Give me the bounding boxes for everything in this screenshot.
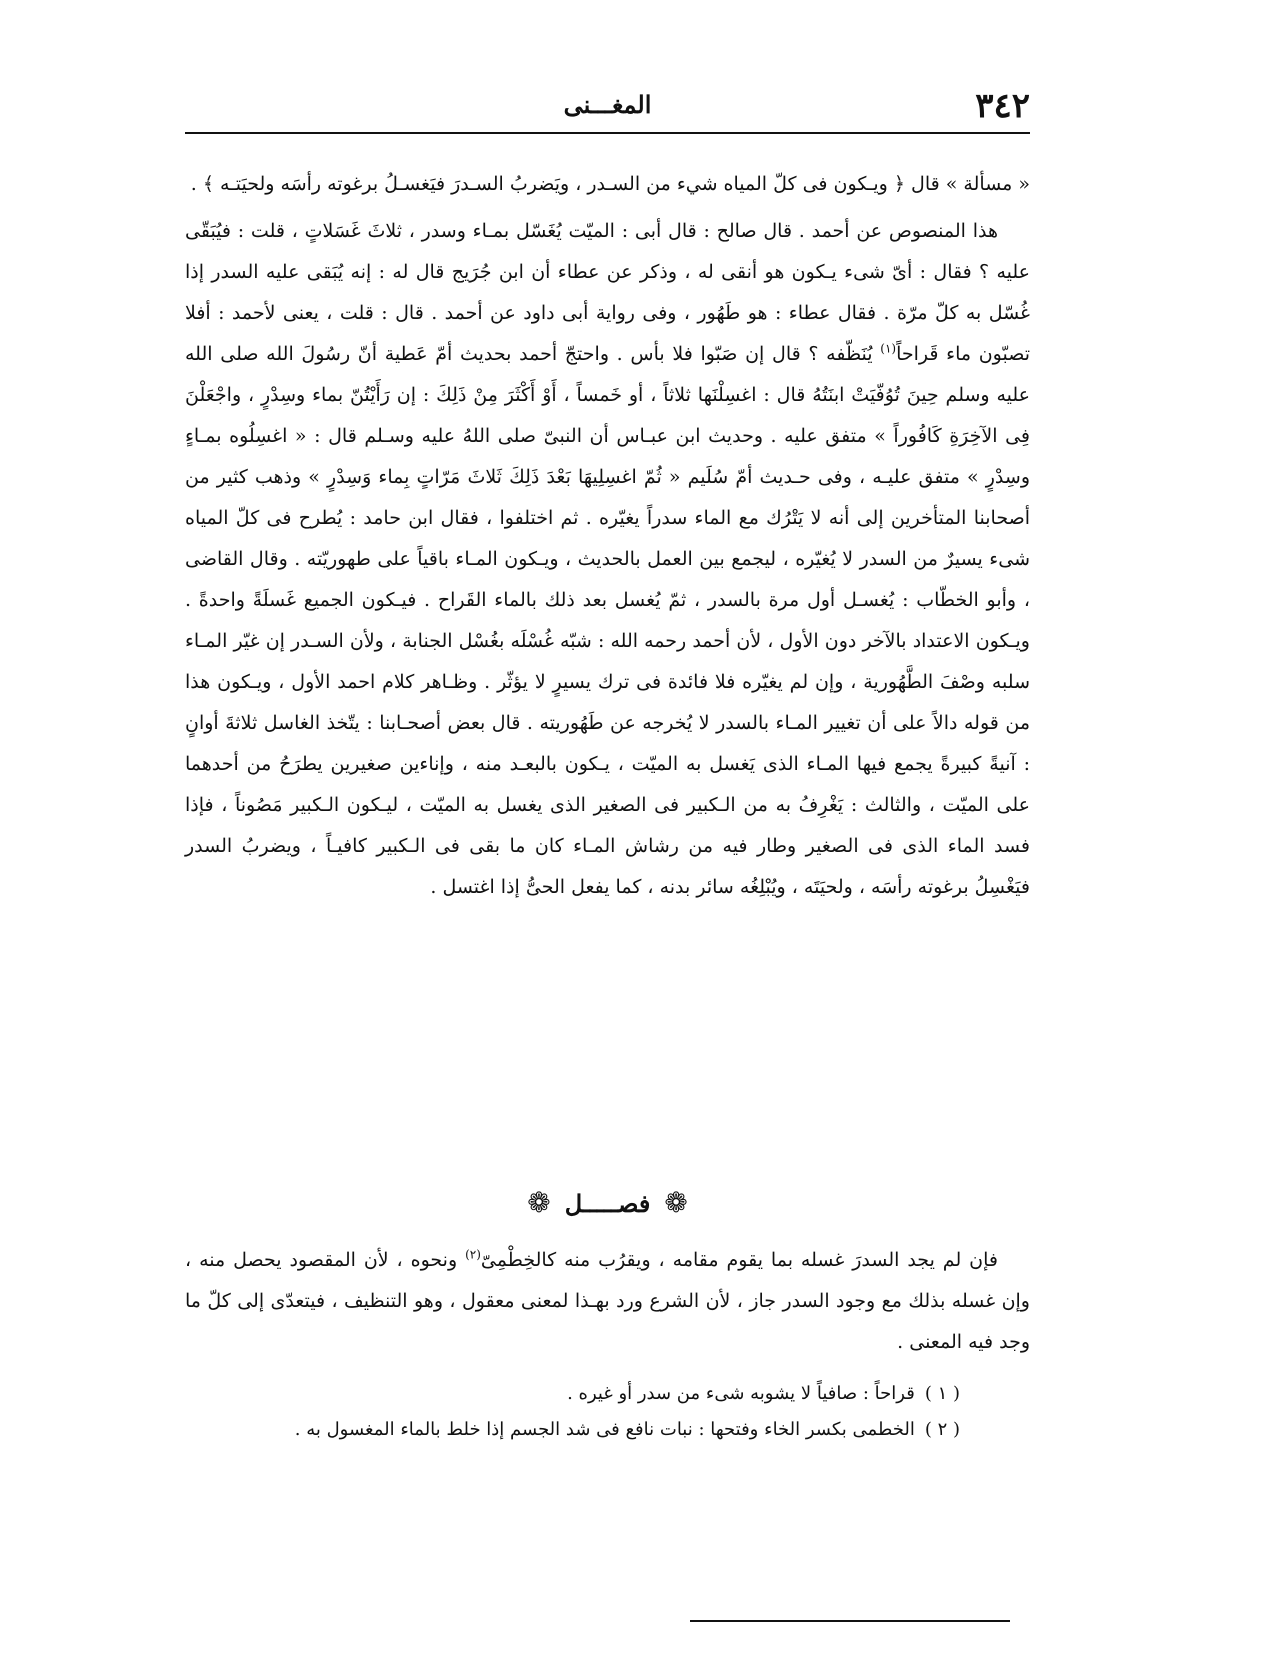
ornament-left-icon: ❁ [527,1186,551,1219]
page-header [185,82,1030,130]
section-title: فصـــــل [564,1189,651,1218]
section-text-part2: ونحوه ، لأن المقصود يحصل منه ، وإن غسله بذلك مع وجود السدر جاز ، لأن الشرع ورد بهـذا لمعنى معقول ، وهو التنظيف ، فيتعدّى إلى كلّ ما وجد فيه المعنى . [185,1249,1030,1353]
footnote-2 [185,1412,1030,1448]
footnote-ref-2: (٢) [465,1247,481,1262]
footnote-1 [185,1376,1030,1412]
footnote-text: الخطمى بكسر الخاء وفتحها : نبات نافع فى شد الجسم إذا خلط بالماء المغسول به . [294,1419,915,1440]
ornament-right-icon: ❁ [664,1186,688,1219]
section-text-part1: فإن لم يجد السدرَ غسله بما يقوم مقامه ، ويقرُب منه كالخِطْمِىّ [480,1249,998,1271]
paragraph-masala: « مسألة » قال ﴿ ويـكون فى كلّ المياه شيء من السـدر ، ويَضربُ السـدرَ فيَغسـلُ برغوته رأسَه ولحيَتـه ﴾ . [190,173,1030,195]
bottom-rule [690,1620,1010,1622]
header-rule [185,132,1030,134]
footnotes [185,1376,1030,1448]
running-title: المغـــنى [563,90,652,119]
footnote-text: قراحاً : صافياً لا يشوبه شىء من سدر أو غيره . [567,1383,915,1404]
commentary-text-part2: يُنَظّفه ؟ قال إن صَبّوا فلا بأس . واحتجّ أحمد بحديث أمّ عَطية أنّ رسُولَ الله صلى الله عليه وسلم حِينَ تُوُفّيَتْ ابنَتُهُ قال : اغسِلْنَها ثلاثاً ، أو خَمساً ، أَوْ أَكْثَرَ مِنْ ذَلِكَ : إن رَأَيْتُنّ بماء وسِدْرٍ ، واجْعَلْنَ فِى الآخِرَةِ كَافُوراً » متفق عليه . وحديث ابن عبـاس أن النبىّ صلى اللهُ عليه وسـلم قال : « اغسِلُوه بمـاءٍ وسِدْرٍ » متفق عليـه ، وفى حـديث أمّ سُلَيم « ثُمّ اغسِلِيهَا بَعْدَ ذَلِكَ ثَلاثَ مَرّاتٍ بِماء وَسِدْرٍ » وذهب كثير من أصحابنا المتأخرين إلى أنه لا يَتْرُك مع الماء سدراً يغيّره . ثم اختلفوا ، فقال ابن حامد : يُطرح فى كلّ المياه شىء يسيرٌ من السدر لا يُغيّره ، ليجمع بين العمل بالحديث ، ويـكون المـاء باقياً على طهوريّته . وقال القاضى ، وأبو الخطّاب : يُغسـل أول مرة بالسدر ، ثمّ يُغسل بعد ذلك بالماء القَراح . فيـكون الجميع غَسلَةً واحدةً . ويـكون الاعتداد بالآخر دون الأول ، لأن أحمد رحمه الله : شبّه غُسْلَه بغُسْل الجنابة ، ولأن السـدر إن غيّر المـاء سلبه وصْفَ الطَّهُورية ، وإن لم يغيّره فلا فائدة فى ترك يسيرٍ لا يؤثّر . وظـاهر كلام احمد الأول ، ويـكون هذا من قوله دالاً على أن تغيير المـاء بالسدر لا يُخرجه عن طَهُوريته . قال بعض أصحـابنا : يتّخذ الغاسل ثلاثةَ أوانٍ : آنيةً كبيرةً يجمع فيها المـاء الذى يَغسل به الميّت ، يـكون بالبعـد منه ، وإناءين صغيرين يطرَحُ من أحدهما على الميّت ، والثالث : يَغْرِفُ به من الـكبير فى الصغير الذى يغسل به الميّت ، ليـكون الـكبير مَصُوناً ، فإذا فسد الماء الذى فى الصغير وطار فيه من رشاش المـاء كان ما بقى فى الـكبير كافيـاً ، ويضربُ السدر فيَغْسِلُ برغوته رأسَه ، ولحيَتَه ، ويُبْلِغُه سائر بدنه ، كما يفعل الحىُّ إذا اغتسل . [185,343,1030,898]
footnote-number: ( ٢ ) [924,1419,960,1440]
footnote-number: ( ١ ) [924,1383,960,1404]
footnote-ref-1: (١) [880,341,897,356]
main-text [185,164,1030,914]
section-heading [185,1186,1030,1219]
section-paragraph [185,1240,1030,1363]
section-text [185,1240,1030,1363]
page-number: ٣٤٢ [975,86,1030,126]
commentary-text-part1: هذا المنصوص عن أحمد . قال صالح : قال أبى : الميّت يُغَسّل بمـاء وسدر ، ثلاثَ غَسَلاتٍ ، قلت : فيُبَقّى عليه ؟ فقال : أىّ شىء يـكون هو أنقى له ، وذكر عن عطاء أن ابن جُرَيج قال له : إنه يُبَقى عليه السدر إذا غُسّل به كلّ مرّة . فقال عطاء : هو طَهُور ، وفى رواية أبى داود عن أحمد . قال : قلت ، يعنى لأحمد : أفلا تصبّون ماء قَراحاً [185,220,1030,365]
paragraph-commentary [185,211,1030,908]
